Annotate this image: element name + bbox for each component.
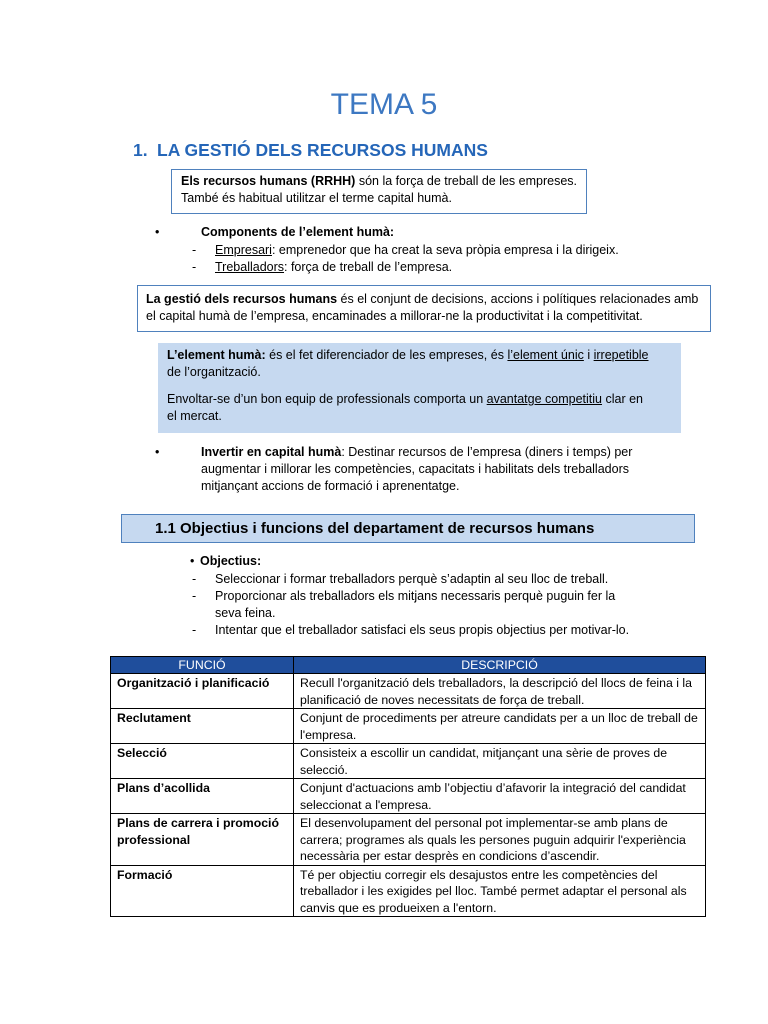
function-name: Selecció — [111, 744, 294, 779]
objectives-block — [190, 553, 650, 639]
function-description: Recull l'organització dels treballadors, la descripció del llocs de feina i la planificació de noves necessitats de força de treball. — [294, 674, 706, 709]
section-number: 1. — [133, 140, 148, 160]
section-heading — [133, 138, 488, 162]
objectives-list — [190, 571, 650, 639]
function-description: Té per objectiu corregir els desajustos entre les competències del treballador i les exigides pel lloc. També permet adaptar el personal als canvis que es produeixen a l'entorn. — [294, 865, 706, 917]
components-list — [190, 242, 675, 276]
bullet-icon: • — [155, 225, 160, 239]
function-description: Conjunt d'actuacions amb l’objectiu d’afavorir la integració del candidat seleccionat a l'empresa. — [294, 779, 706, 814]
page-title: TEMA 5 — [330, 88, 438, 121]
list-item: - Proporcionar als treballadors els mitjans necessaris perquè puguin fer la seva feina. — [190, 588, 635, 622]
table-row — [111, 814, 706, 866]
function-name: Organització i planificació — [111, 674, 294, 709]
invest-term: Invertir en capital humà — [201, 445, 342, 459]
components-block — [155, 224, 675, 276]
list-item: - Intentar que el treballador satisfaci els seus propis objectius per motivar-lo. — [190, 622, 650, 639]
element-huma-box: L’element humà: és el fet diferenciador de les empreses, és l’element únic i irrepetible de l’organització. Envoltar-se d’un bon equip de professionals comporta un avantatge competitiu clar en el mercat. — [158, 343, 681, 433]
invest-block: • Invertir en capital humà: Destinar recursos de l’empresa (diners i temps) per augmentar i millorar les competències, capacitats i habilitats dels treballadors mitjançant accions de formació i aprenentatge. — [155, 445, 633, 493]
rrhh-definition-line2: També és habitual utilitzar el terme capital humà. — [181, 191, 452, 205]
function-description: Consisteix a escollir un candidat, mitjançant una sèrie de proves de selecció. — [294, 744, 706, 779]
component-term: Empresari — [215, 243, 272, 257]
list-item: - Treballadors: força de treball de l’empresa. — [190, 259, 675, 276]
section-title: LA GESTIÓ DELS RECURSOS HUMANS — [157, 140, 488, 160]
function-description: El desenvolupament del personal pot implementar-se amb plans de carrera; programes als quals les persones puguin adquirir l'experiència necessària per estar desprès en condicions d’ascendir. — [294, 814, 706, 866]
bullet-icon: • — [155, 445, 160, 459]
definition-box-rrhh — [171, 169, 587, 214]
table-row — [111, 744, 706, 779]
bullet-icon: • — [190, 554, 195, 568]
list-item: - Seleccionar i formar treballadors perquè s’adaptin al seu lloc de treball. — [190, 571, 650, 588]
list-item: - Empresari: emprenedor que ha creat la seva pròpia empresa i la dirigeix. — [190, 242, 675, 259]
table-row — [111, 865, 706, 917]
subsection-heading: 1.1 Objectius i funcions del departament de recursos humans — [121, 514, 695, 543]
function-name: Reclutament — [111, 709, 294, 744]
functions-table — [110, 656, 706, 917]
gestio-term: La gestió dels recursos humans — [146, 292, 338, 306]
components-heading: Components de l’element humà: — [201, 225, 395, 239]
table-row — [111, 674, 706, 709]
table-row — [111, 709, 706, 744]
function-description: Conjunt de procediments per atreure candidats per a un lloc de treball de l'empresa. — [294, 709, 706, 744]
function-name: Plans d’acollida — [111, 779, 294, 814]
rrhh-definition: són la força de treball de les empreses. — [355, 174, 578, 188]
column-header-descripcio: DESCRIPCIÓ — [294, 657, 706, 674]
objectives-heading: Objectius: — [200, 554, 262, 568]
table-header-row — [111, 657, 706, 674]
table-row — [111, 779, 706, 814]
rrhh-term: Els recursos humans (RRHH) — [181, 174, 356, 188]
function-name: Formació — [111, 865, 294, 917]
function-name: Plans de carrera i promoció professional — [111, 814, 294, 866]
definition-box-gestio: La gestió dels recursos humans és el conjunt de decisions, accions i polítiques relacionades amb el capital humà de l’empresa, encaminades a millorar-ne la productivitat i la competitivitat. — [137, 285, 711, 332]
component-term: Treballadors — [215, 260, 285, 274]
column-header-funcio: FUNCIÓ — [111, 657, 294, 674]
element-huma-term: L’element humà: — [167, 348, 266, 362]
